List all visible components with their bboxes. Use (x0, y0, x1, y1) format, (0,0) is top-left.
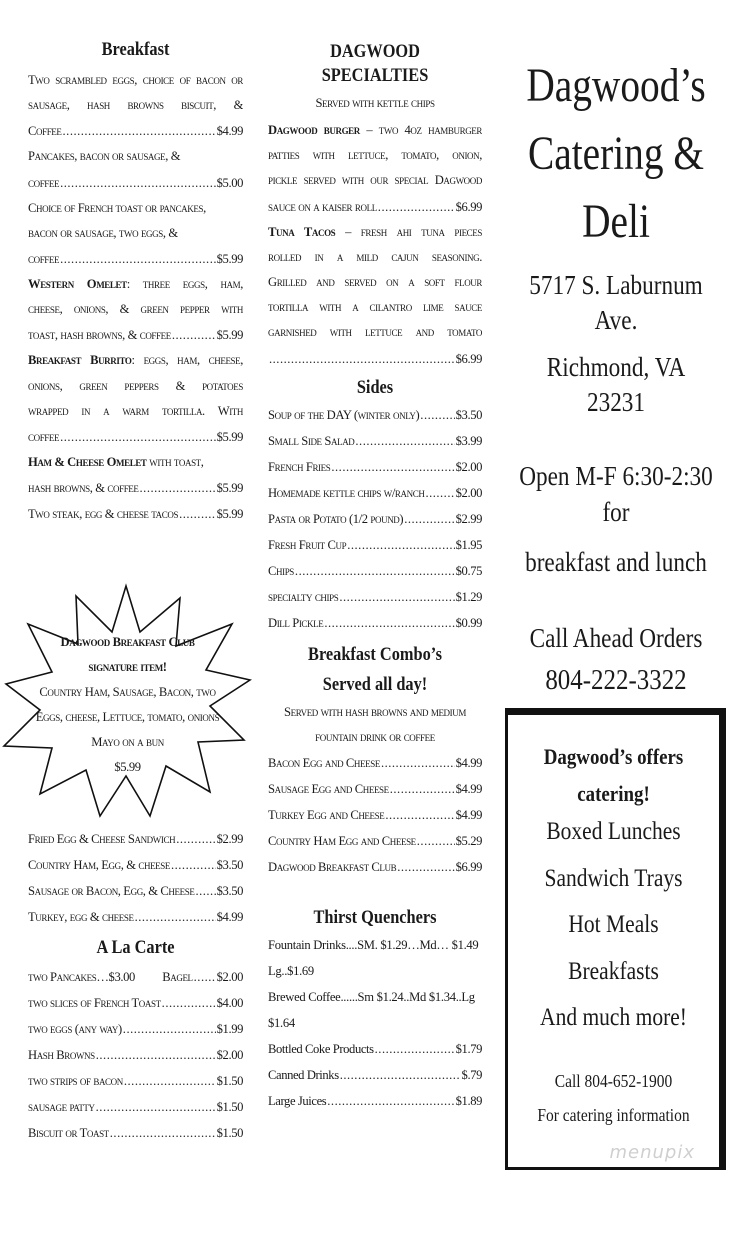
club-desc: Eggs, cheese, Lettuce, tomato, onions (35, 710, 220, 724)
catering-item: Breakfasts (568, 957, 659, 985)
menu-item: coffee ..... $5.99 (28, 246, 243, 272)
menu-item: Coffee ..... $4.99 (28, 118, 243, 144)
menu-item: two Pancakes…$3.00 Bagel ..... $2.00 (28, 964, 243, 990)
menu-line: Two scrambled eggs, choice of bacon or (28, 73, 243, 87)
menu-line: garnished with lettuce and tomato (268, 325, 482, 340)
menu-item: Homemade kettle chips w/ranch ..... $2.00 (268, 480, 482, 506)
catering-item: Boxed Lunches (546, 818, 681, 845)
combos-subtitle: Served all day! (322, 673, 428, 695)
catering-box (505, 708, 726, 1170)
menu-item: toast, hash browns, & coffee ..... $5.99 (28, 322, 243, 348)
menu-line: cheese, onions, & green pepper with (28, 302, 243, 317)
menu-line: sausage, hash browns biscuit, & (28, 98, 243, 113)
menu-line: patties with lettuce, tomato, onion, (268, 148, 482, 163)
menu-item: Fried Egg & Cheese Sandwich ..... $2.99 (28, 826, 243, 852)
watermark: menupix (609, 1142, 695, 1163)
menu-item: Sausage Egg and Cheese ..... $4.99 (268, 776, 482, 802)
menu-item: coffee ..... $5.99 (28, 424, 243, 450)
catering-item: And much more! (540, 1004, 687, 1031)
menu-line: Tuna Tacos – fresh ahi tuna pieces (268, 224, 482, 239)
menu-line: Western Omelet: three eggs, ham, (28, 277, 243, 292)
menu-item: ..... $6.99 (268, 346, 482, 372)
combos-note: fountain drink or coffee (315, 729, 435, 744)
breakfast-title: Breakfast (101, 39, 170, 60)
alacarte-title: A La Carte (96, 937, 175, 958)
menu-item: Bottled Coke Products ..... $1.79 (268, 1036, 482, 1062)
menu-line: tortilla with a cilantro lime sauce (268, 300, 482, 315)
menu-item: Dagwood Breakfast Club ..... $6.99 (268, 854, 482, 880)
logo-line: Deli (582, 195, 650, 248)
menu-item: Two steak, egg & cheese tacos ..... $5.99 (28, 501, 243, 527)
menu-item: Small Side Salad ..... $3.99 (268, 428, 482, 454)
club-subtitle: signature item! (88, 660, 167, 674)
menu-line: rolled in a mild cajun seasoning. (268, 249, 482, 264)
combos-title: Breakfast Combo’s (308, 643, 442, 665)
menu-line: Fountain Drinks....SM. $1.29…Md… $1.49 (268, 938, 479, 953)
phone-number: 804-222-3322 (545, 664, 687, 696)
menu-item: coffee ..... $5.00 (28, 170, 243, 196)
catering-title: Dagwood’s offers (543, 744, 684, 769)
menu-item: two slices of French Toast ..... $4.00 (28, 990, 243, 1016)
logo-line: Catering & (528, 127, 704, 180)
menu-line: Brewed Coffee......Sm $1.24..Md $1.34..Lg (268, 990, 475, 1005)
club-title: Dagwood Breakfast Club (60, 635, 195, 649)
sandwich-list (28, 826, 243, 1146)
menu-line: Choice of French toast or pancakes, (28, 200, 206, 215)
specialties-title: DAGWOOD SPECIALTIES (321, 41, 429, 86)
hours-line: breakfast and lunch (525, 547, 707, 577)
logo-line: Dagwood’s (526, 59, 706, 112)
breakfast-club-starburst (0, 580, 252, 820)
menu-line: Grilled and served on a soft flour (268, 275, 482, 290)
catering-info: For catering information (537, 1104, 690, 1125)
hours-line: Open M-F 6:30-2:30 for (519, 461, 713, 527)
menu-line: bacon or sausage, two eggs, & (28, 225, 178, 240)
call-ahead-label: Call Ahead Orders (529, 623, 703, 653)
menu-item: Hash Browns ..... $2.00 (28, 1042, 243, 1068)
menu-item: French Fries ..... $2.00 (268, 454, 482, 480)
club-price: $5.99 (114, 760, 141, 774)
menu-line: Lg..$1.69 (268, 964, 314, 979)
menu-item: Bacon Egg and Cheese ..... $4.99 (268, 750, 482, 776)
menu-item: sausage patty ..... $1.50 (28, 1094, 243, 1120)
menu-line: wrapped in a warm tortilla. With (28, 403, 243, 418)
menu-item: hash browns, & coffee ..... $5.99 (28, 475, 243, 501)
menu-item: Biscuit or Toast ..... $1.50 (28, 1120, 243, 1146)
menu-line: pickle served with our special Dagwood (268, 173, 482, 188)
menu-line: $1.64 (268, 1016, 295, 1031)
menu-item: two eggs (any way) ..... $1.99 (28, 1016, 243, 1042)
menu-item: Turkey Egg and Cheese ..... $4.99 (268, 802, 482, 828)
specialties-column (268, 0, 482, 1114)
address-street: 5717 S. Laburnum Ave. (529, 270, 703, 335)
menu-item: Dill Pickle ..... $0.99 (268, 610, 482, 636)
catering-item: Sandwich Trays (544, 864, 683, 892)
address-city: Richmond, VA 23231 (546, 352, 686, 417)
menu-item: Fresh Fruit Cup ..... $1.95 (268, 532, 482, 558)
menu-item: Country Ham, Egg, & cheese ..... $3.50 (28, 852, 243, 878)
sides-title: Sides (356, 376, 394, 398)
menu-item: sauce on a kaiser roll ..... $6.99 (268, 194, 482, 220)
menu-line: onions, green peppers & potatoes (28, 378, 243, 393)
menu-line: Ham & Cheese Omelet with toast, (28, 455, 204, 470)
breakfast-column (28, 0, 243, 527)
combos-note: Served with hash browns and medium (284, 704, 466, 719)
menu-line: Breakfast Burrito: eggs, ham, cheese, (28, 353, 243, 368)
menu-item: Pasta or Potato (1/2 pound) ..... $2.99 (268, 506, 482, 532)
menu-item: Sausage or Bacon, Egg, & Cheese ..... $3.50 (28, 878, 243, 904)
menu-item: Country Ham Egg and Cheese ..... $5.29 (268, 828, 482, 854)
menu-item: Soup of the DAY (winter only) ..... $3.50 (268, 402, 482, 428)
catering-item: Hot Meals (568, 911, 659, 938)
drinks-title: Thirst Quenchers (313, 907, 437, 929)
catering-phone: Call 804-652-1900 (554, 1070, 673, 1091)
menu-item: Large Juices ..... $1.89 (268, 1088, 482, 1114)
info-column (500, 0, 732, 1163)
menu-line: Dagwood burger – two 4oz hamburger (268, 123, 482, 137)
breakfast-club-text (20, 630, 235, 780)
catering-title: catering! (577, 781, 650, 806)
menu-item: Turkey, egg & cheese ..... $4.99 (28, 904, 243, 930)
menu-line: Pancakes, bacon or sausage, & (28, 149, 181, 164)
menu-item: Chips ..... $0.75 (268, 558, 482, 584)
menu-item: two strips of bacon ..... $1.50 (28, 1068, 243, 1094)
club-desc: Country Ham, Sausage, Bacon, two (39, 685, 216, 699)
menu-item: Canned Drinks ..... $.79 (268, 1062, 482, 1088)
menu-item: specialty chips ..... $1.29 (268, 584, 482, 610)
specialties-subtitle: Served with kettle chips (315, 96, 435, 110)
club-desc: Mayo on a bun (91, 735, 164, 749)
